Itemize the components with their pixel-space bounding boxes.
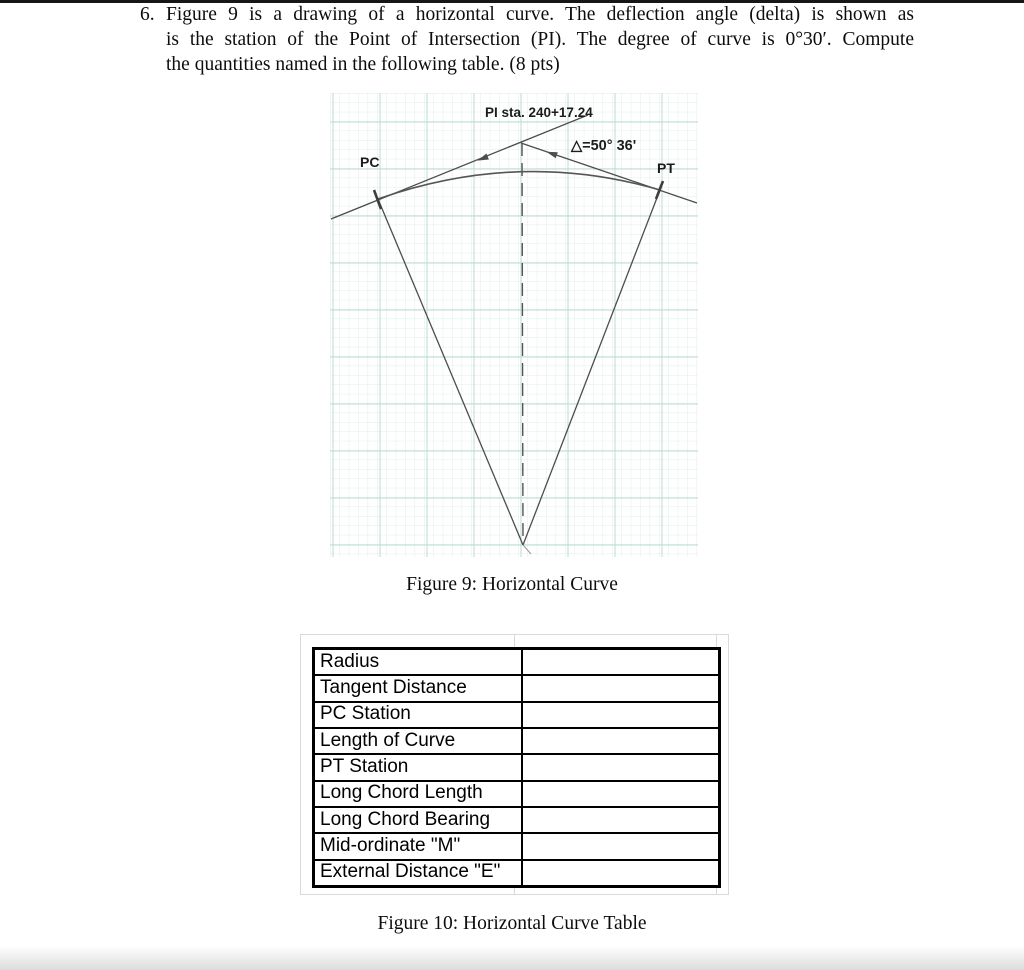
curve-value-cell [522,807,720,833]
figure10-caption: Figure 10: Horizontal Curve Table [377,913,647,934]
curve-param-label: External Distance "E" [314,860,523,887]
curve-table-row [314,754,720,780]
curve-value-cell [522,702,720,728]
curve-table-row [314,649,720,676]
curve-table-row [314,860,720,887]
grid-minor-lines [330,93,698,557]
delta-angle-label: △=50° 36' [571,138,637,154]
pi-center-dashed-line [522,143,523,545]
sheet-grid-line [300,634,301,895]
curve-param-label: Long Chord Bearing [314,807,523,833]
curve-param-label: Long Chord Length [314,781,523,807]
page-bottom-edge [0,946,1024,970]
curve-param-label: Length of Curve [314,728,523,754]
curve-param-label: PT Station [314,754,523,780]
curve-value-cell [522,781,720,807]
problem-number: 6. [140,4,155,25]
curve-value-cell [522,833,720,859]
horizontal-curve-table [312,647,721,888]
curve-value-cell [522,649,720,676]
curve-table-row [314,833,720,859]
curve-param-label: PC Station [314,702,523,728]
curve-table-row [314,702,720,728]
curve-param-label: Radius [314,649,523,676]
sheet-grid-line [514,888,515,895]
pt-label: PT [657,160,675,176]
curve-value-cell [522,728,720,754]
horizontal-curve-figure [330,93,698,557]
curve-value-cell [522,754,720,780]
curve-param-label: Mid-ordinate "M" [314,833,523,859]
problem-line-2: is the station of the Point of Intersection (PI). The degree of curve is 0°30′. Compute [166,29,914,51]
curve-table-row [314,807,720,833]
problem-line-3: the quantities named in the following table. (8 pts) [166,54,560,76]
curve-table-row [314,675,720,701]
pi-station-label: PI sta. 240+17.24 [485,105,593,120]
curve-table-row [314,728,720,754]
sheet-grid-line [514,634,515,647]
pc-label: PC [360,154,380,170]
curve-table-row [314,781,720,807]
sheet-grid-line [728,634,729,895]
problem-statement [140,2,914,77]
curve-value-cell [522,675,720,701]
curve-value-cell [522,860,720,887]
figure9-caption: Figure 9: Horizontal Curve [406,574,618,595]
curve-param-label: Tangent Distance [314,675,523,701]
problem-line-1: Figure 9 is a drawing of a horizontal curve. The deflection angle (delta) is shown as [166,4,914,25]
